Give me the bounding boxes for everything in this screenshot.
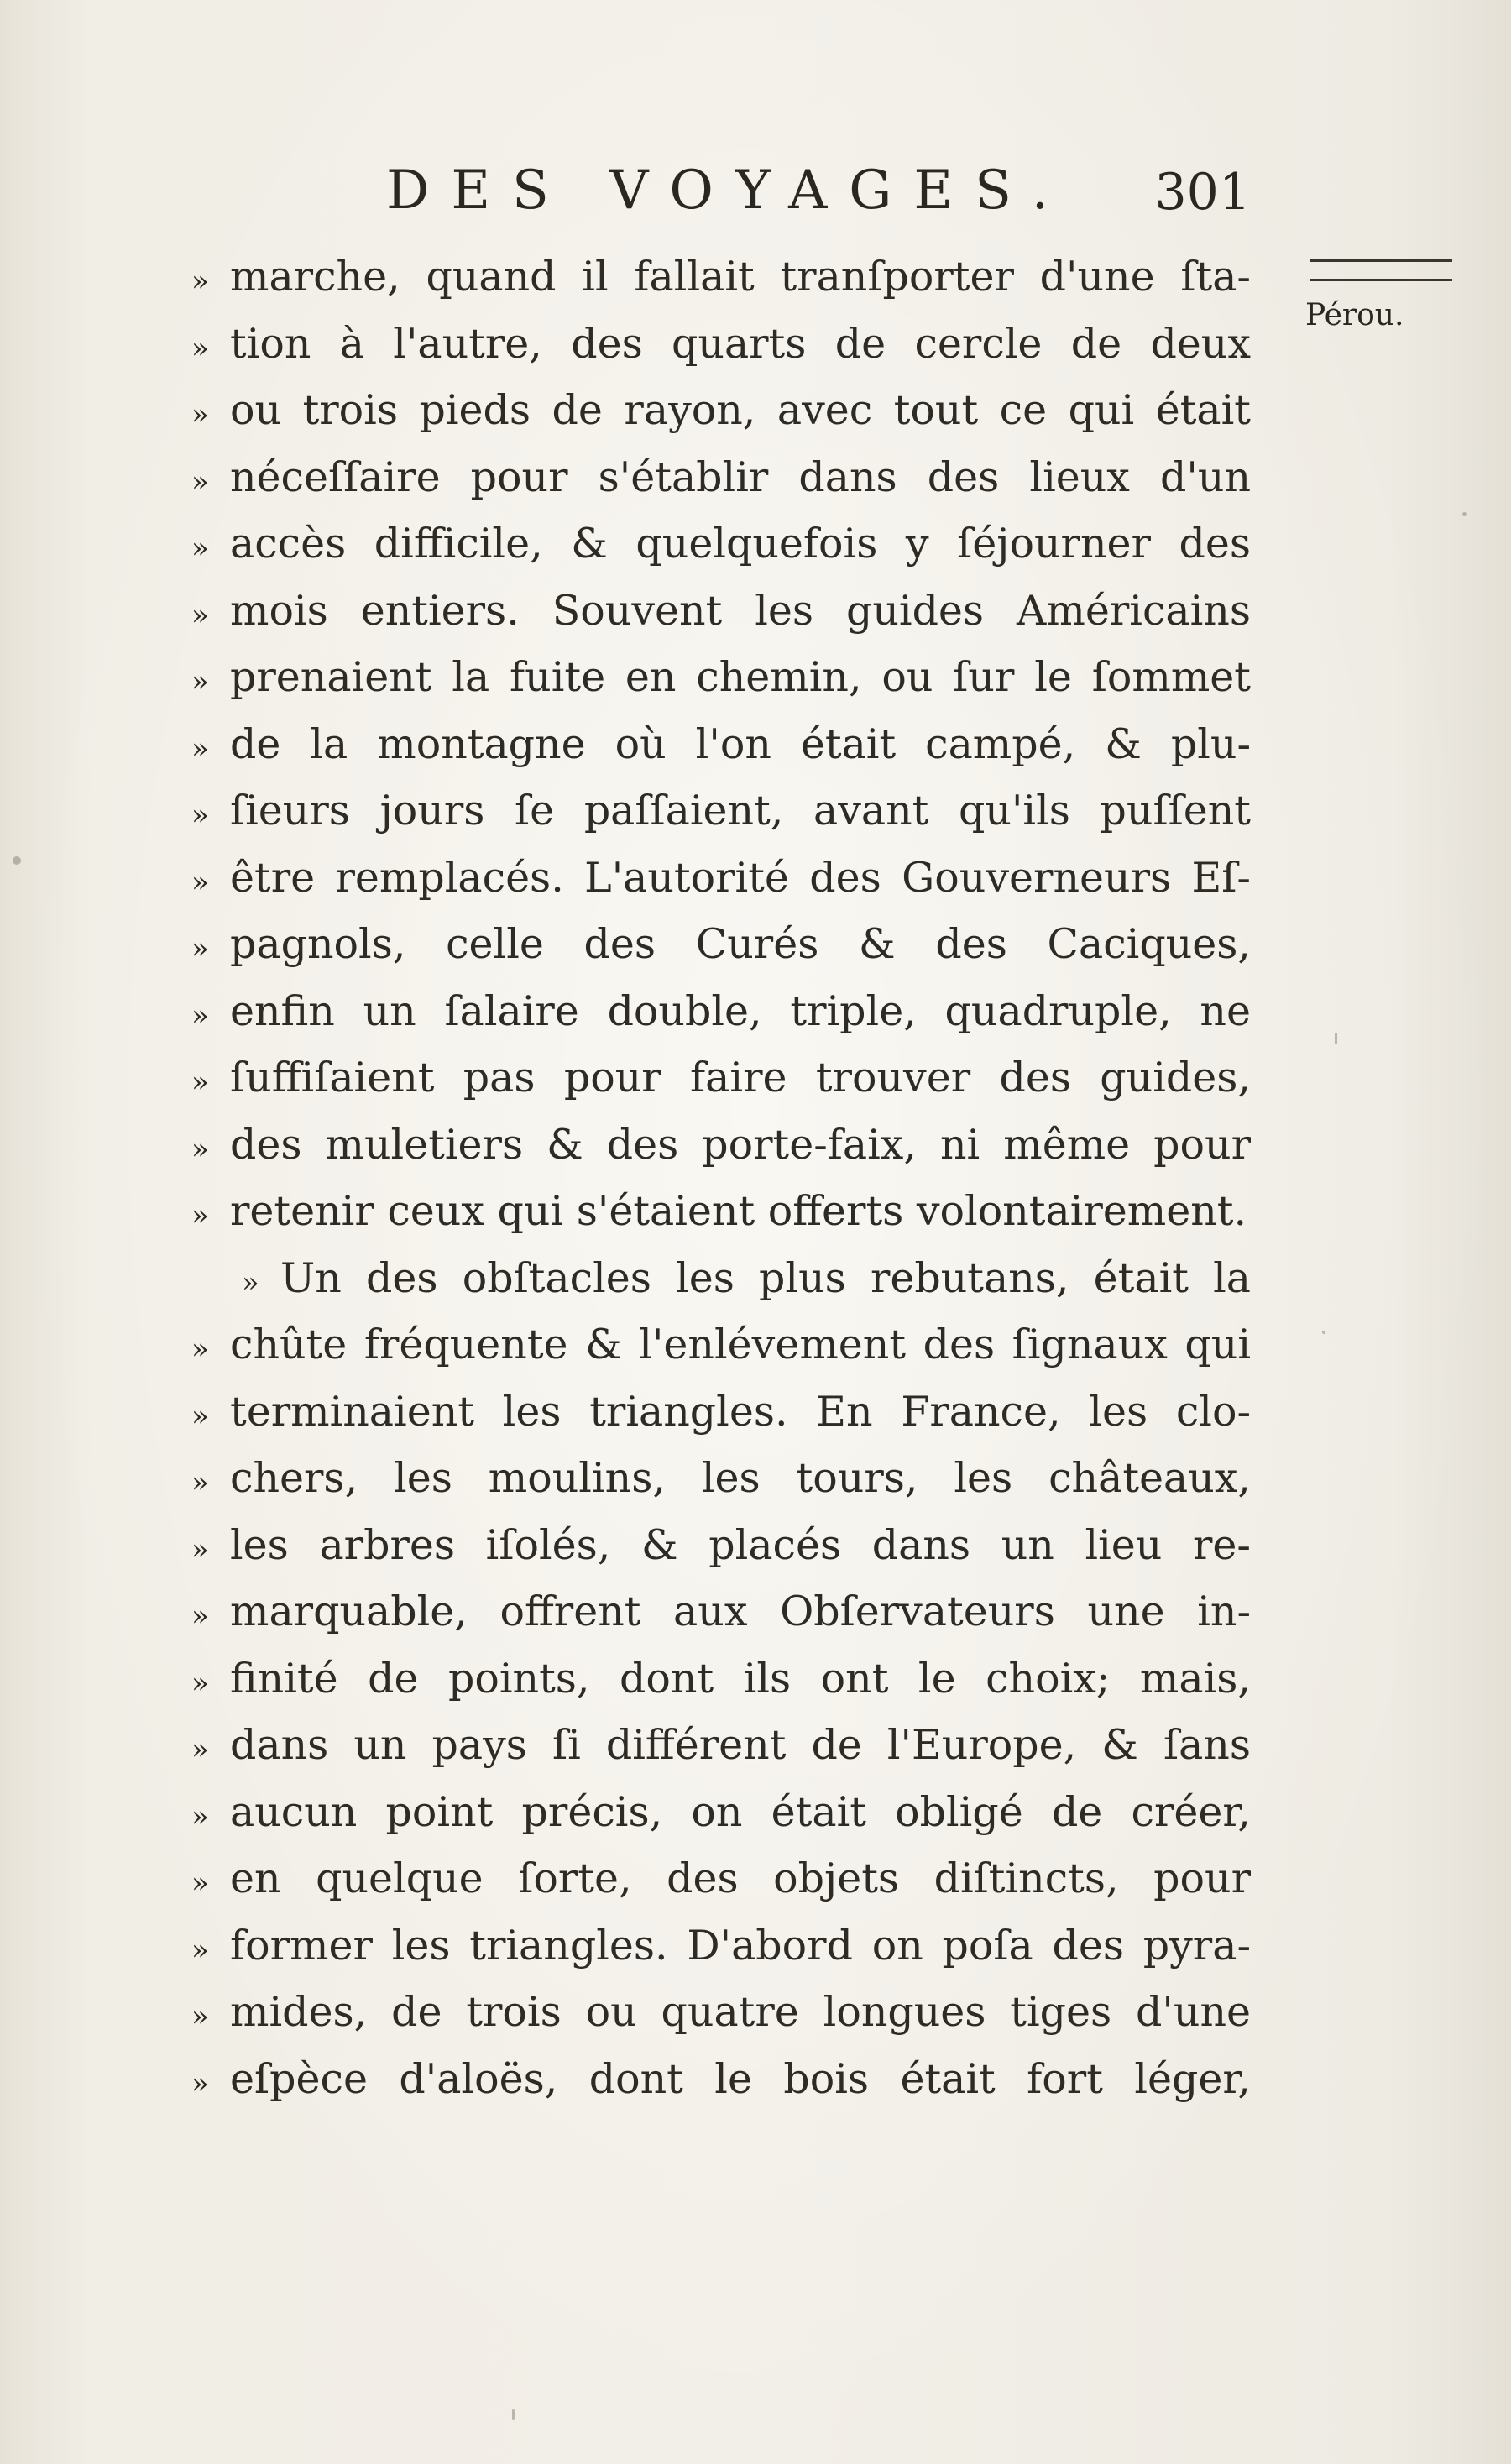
text-line <box>191 1779 1251 1846</box>
line-text: mois entiers. Souvent les guides Américains <box>230 586 1251 635</box>
line-text: Un des obſtacles les plus rebutans, était la <box>280 1253 1251 1302</box>
text-line <box>191 644 1251 711</box>
line-text: accès difficile, & quelquefois y ſéjourner des <box>230 520 1251 568</box>
text-line <box>191 911 1251 978</box>
quote-mark: » <box>191 1199 209 1232</box>
text-line <box>191 711 1251 778</box>
line-text: enfin un ſalaire double, triple, quadruple, ne <box>230 986 1251 1035</box>
text-line <box>191 311 1251 378</box>
quote-mark: » <box>191 531 209 565</box>
text-line <box>191 1645 1251 1713</box>
quote-mark: » <box>191 1599 209 1633</box>
quote-mark: » <box>191 464 209 499</box>
quote-mark: » <box>242 1265 259 1300</box>
line-text: des muletiers & des porte-faix, ni même pour <box>230 1120 1251 1169</box>
line-text: être remplacés. L'autorité des Gouverneurs Eſ- <box>230 853 1251 902</box>
line-text: prenaient la fuite en chemin, ou ſur le ſommet <box>230 653 1251 701</box>
line-text: tion à l'autre, des quarts de cercle de deux <box>230 319 1251 368</box>
text-line-paragraph-start <box>191 1245 1251 1312</box>
line-text: marche, quand il fallait tranſporter d'une ſta- <box>230 253 1251 301</box>
line-text: chers, les moulins, les tours, les châteaux, <box>230 1454 1251 1502</box>
text-line <box>191 1044 1251 1112</box>
quote-mark: » <box>191 2066 209 2100</box>
line-text: les arbres iſolés, & placés dans un lieu re- <box>230 1520 1251 1569</box>
line-text: former les triangles. D'abord on poſa des pyra- <box>230 1921 1251 1970</box>
body-text <box>191 243 1251 2112</box>
quote-mark: » <box>191 1132 209 1166</box>
quote-mark: » <box>191 1866 209 1900</box>
text-line <box>191 1178 1251 1245</box>
line-text: en quelque ſorte, des objets diſtincts, pour <box>230 1855 1251 1902</box>
margin-rule <box>1310 259 1452 281</box>
text-line <box>191 1512 1251 1579</box>
quote-mark: » <box>191 264 209 298</box>
line-text: finité de points, dont ils ont le choix; mais, <box>230 1654 1251 1703</box>
line-text: de la montagne où l'on était campé, & plu- <box>230 719 1251 768</box>
quote-mark: » <box>191 731 209 766</box>
line-text: dans un pays ſi différent de l'Europe, & ſans <box>230 1721 1251 1769</box>
text-line <box>191 1578 1251 1645</box>
quote-mark: » <box>191 331 209 365</box>
quote-mark: » <box>191 2000 209 2033</box>
text-line <box>191 1378 1251 1446</box>
line-text: eſpèce d'aloës, dont le bois était fort léger, <box>230 2054 1251 2103</box>
quote-mark: » <box>191 598 209 632</box>
quote-mark: » <box>191 1666 209 1700</box>
margin-note: Pérou. <box>1305 298 1404 332</box>
text-line <box>191 510 1251 578</box>
text-line <box>191 1445 1251 1512</box>
paper-speck <box>1322 1331 1325 1334</box>
line-text: marquable, offrent aux Obſervateurs une in- <box>230 1588 1251 1635</box>
quote-mark: » <box>191 1399 209 1433</box>
quote-mark: » <box>191 1466 209 1499</box>
line-text: terminaient les triangles. En France, les clo- <box>230 1387 1251 1436</box>
line-text: ſuffiſaient pas pour faire trouver des guides, <box>230 1054 1251 1101</box>
quote-mark: » <box>191 1799 209 1834</box>
quote-mark: » <box>191 1332 209 1366</box>
text-line <box>191 1979 1251 2046</box>
quote-mark: » <box>191 1532 209 1567</box>
text-line <box>191 1311 1251 1378</box>
quote-mark: » <box>191 665 209 698</box>
text-line <box>191 2046 1251 2113</box>
quote-mark: » <box>191 1065 209 1099</box>
line-text: ou trois pieds de rayon, avec tout ce qui était <box>230 386 1251 434</box>
running-head <box>386 160 1251 235</box>
text-line <box>191 578 1251 645</box>
line-text: aucun point précis, on était obligé de créer, <box>230 1787 1251 1836</box>
quote-mark: » <box>191 398 209 432</box>
line-text: néceſſaire pour s'établir dans des lieux d'un <box>230 453 1251 501</box>
text-line <box>191 978 1251 1045</box>
paper-speck <box>512 2409 515 2420</box>
quote-mark: » <box>191 865 209 899</box>
quote-mark: » <box>191 1733 209 1766</box>
quote-mark: » <box>191 1933 209 1967</box>
line-text: mides, de trois ou quatre longues tiges d'une <box>230 1988 1251 2036</box>
text-line <box>191 243 1251 311</box>
text-line <box>191 1712 1251 1779</box>
text-line <box>191 377 1251 444</box>
running-title: DES VOYAGES. <box>386 160 1071 222</box>
text-line <box>191 444 1251 511</box>
paper-speck <box>1462 512 1467 516</box>
quote-mark: » <box>191 998 209 1033</box>
text-line <box>191 845 1251 912</box>
line-text: pagnols, celle des Curés & des Caciques, <box>230 920 1251 968</box>
paper-speck <box>13 856 21 865</box>
line-text: ſieurs jours ſe paſſaient, avant qu'ils puſſent <box>230 787 1251 834</box>
text-line <box>191 1912 1251 1980</box>
quote-mark: » <box>191 932 209 965</box>
text-line <box>191 777 1251 845</box>
paper-speck <box>1335 1033 1337 1044</box>
text-line <box>191 1845 1251 1912</box>
quote-mark: » <box>191 798 209 832</box>
page-number: 301 <box>1154 163 1251 222</box>
line-text: chûte fréquente & l'enlévement des ſignaux qui <box>230 1321 1251 1368</box>
text-line <box>191 1112 1251 1179</box>
line-text: retenir ceux qui s'étaient offerts volontairement. <box>230 1187 1247 1235</box>
